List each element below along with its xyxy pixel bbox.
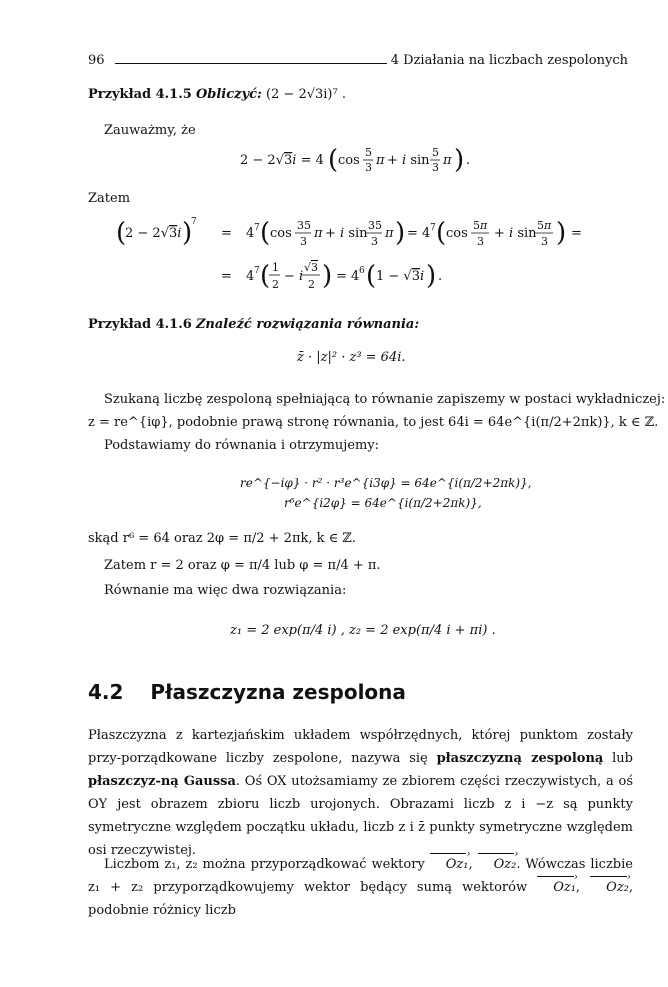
svg-text:√3: √3 bbox=[304, 261, 319, 274]
svg-text:): ) bbox=[395, 218, 406, 248]
svg-text:4: 4 bbox=[246, 226, 255, 241]
svg-text:2: 2 bbox=[308, 278, 315, 291]
svg-text:5π: 5π bbox=[473, 219, 488, 232]
svg-text:cos: cos bbox=[446, 226, 468, 241]
svg-text:= 4: = 4 bbox=[336, 269, 360, 284]
paragraph-text: Liczbom z₁, z₂ można przyporządkować wektory bbox=[104, 857, 430, 872]
paragraph-text: , podobnie różnicy liczb bbox=[88, 880, 634, 918]
svg-text:): ) bbox=[556, 218, 567, 248]
equation-2 bbox=[116, 212, 606, 252]
svg-text:=: = bbox=[221, 226, 232, 241]
svg-text:5π: 5π bbox=[537, 219, 552, 232]
svg-text:): ) bbox=[322, 261, 333, 291]
svg-text:1 − √3i: 1 − √3i bbox=[376, 269, 425, 284]
paragraph-text: lub bbox=[603, 751, 634, 766]
svg-text:+ i sin: + i sin bbox=[325, 226, 368, 241]
example-task: Znaleźć rozwiązania równania: bbox=[195, 317, 420, 332]
section-paragraph-1 bbox=[88, 724, 633, 862]
svg-text:35: 35 bbox=[368, 219, 382, 232]
equation-3 bbox=[116, 252, 476, 296]
running-title: 4 Działania na liczbach zespolonych bbox=[390, 53, 628, 68]
svg-text:+ i sin: + i sin bbox=[387, 153, 430, 168]
svg-text:35: 35 bbox=[297, 219, 311, 232]
header-rule bbox=[115, 63, 387, 64]
example-task: Obliczyć: bbox=[195, 87, 262, 102]
page-number: 96 bbox=[88, 53, 105, 68]
paragraph-text: . Oś OX utożsamiamy ze zbiorem części rzeczywistych, a oś OY jest obrazem zbioru liczb urojonych. Obrazami liczb z i −z są punkty symetryczne względem początku układu, liczb z i z̄ punkty symetryczne względem osi rzeczywistej. bbox=[88, 774, 633, 858]
system-equation-1: re^{−iφ} · r² · r³e^{i3φ} = 64e^{i(π/2+2πk)}, bbox=[240, 476, 532, 490]
page-header bbox=[88, 50, 628, 68]
svg-text:+ i sin: + i sin bbox=[494, 226, 537, 241]
vector-oz1: Oz₁ › bbox=[537, 876, 576, 899]
svg-text:3: 3 bbox=[300, 235, 307, 248]
svg-text:): ) bbox=[454, 145, 465, 175]
svg-text:3: 3 bbox=[477, 235, 484, 248]
svg-text:cos: cos bbox=[338, 153, 360, 168]
example-label: Przykład 4.1.6 bbox=[88, 317, 192, 332]
svg-text:π: π bbox=[376, 153, 385, 168]
vector-oz1: Oz₁ › bbox=[430, 853, 469, 876]
term-gauss-plane: płaszczyz-ną Gaussa bbox=[88, 774, 236, 789]
svg-text:7: 7 bbox=[191, 217, 197, 227]
paragraph-line: Podstawiamy do równania i otrzymujemy: bbox=[104, 438, 380, 453]
svg-text:2 − 2√3i: 2 − 2√3i bbox=[125, 226, 182, 241]
svg-text:π: π bbox=[314, 226, 323, 241]
svg-text:7: 7 bbox=[254, 223, 260, 233]
svg-text:(: ( bbox=[116, 218, 127, 248]
section-number: 4.2 bbox=[88, 680, 124, 704]
paragraph-text: . Wówczas liczbie z₁ + z₂ przyporządkowujemy wektor będący sumą wektorów bbox=[88, 857, 633, 895]
therefore-line: Zatem bbox=[88, 191, 131, 206]
svg-text:π: π bbox=[443, 153, 452, 168]
equation-main: z̄ · |z|² · z³ = 64i. bbox=[297, 350, 406, 365]
svg-text:): ) bbox=[426, 261, 437, 291]
svg-text:5: 5 bbox=[432, 146, 439, 159]
svg-text:(: ( bbox=[366, 261, 377, 291]
paragraph-line: z = re^{iφ}, podobnie prawą stronę równania, to jest 64i = 64e^{i(π/2+2πk)}, k ∈ ℤ. bbox=[88, 415, 659, 430]
svg-text:7: 7 bbox=[430, 223, 436, 233]
svg-text:(: ( bbox=[436, 218, 447, 248]
section-heading bbox=[88, 680, 406, 704]
svg-text:=: = bbox=[221, 269, 232, 284]
paragraph-text: , bbox=[468, 857, 478, 872]
derivation-line: skąd r⁶ = 64 oraz 2φ = π/2 + 2πk, k ∈ ℤ. bbox=[88, 531, 357, 546]
svg-text:=: = bbox=[571, 226, 582, 241]
svg-text:− i: − i bbox=[284, 269, 304, 284]
svg-text:π: π bbox=[385, 226, 394, 241]
system-equation-2: r⁶e^{i2φ} = 64e^{i(π/2+2πk)}, bbox=[284, 496, 482, 510]
svg-text:3: 3 bbox=[432, 161, 439, 174]
equation-1 bbox=[240, 140, 480, 180]
svg-text:7: 7 bbox=[254, 266, 260, 276]
svg-text:.: . bbox=[438, 269, 443, 284]
svg-text:2: 2 bbox=[272, 278, 279, 291]
paragraph-text: , bbox=[575, 880, 591, 895]
svg-text:(: ( bbox=[328, 145, 339, 175]
svg-text:1: 1 bbox=[272, 261, 279, 274]
example-label: Przykład 4.1.5 bbox=[88, 87, 192, 102]
svg-text:3: 3 bbox=[541, 235, 548, 248]
svg-text:5: 5 bbox=[365, 146, 372, 159]
derivation-line: Zatem r = 2 oraz φ = π/4 lub φ = π/4 + π. bbox=[104, 558, 381, 573]
example-4-1-6-heading bbox=[88, 316, 419, 334]
solutions-line: z₁ = 2 exp(π/4 i) , z₂ = 2 exp(π/4 i + πi) . bbox=[230, 623, 496, 638]
example-task-expr: (2 − 2√3i)⁷ . bbox=[265, 87, 346, 102]
svg-text:3: 3 bbox=[371, 235, 378, 248]
section-paragraph-2 bbox=[88, 853, 633, 922]
svg-text:cos: cos bbox=[270, 226, 292, 241]
svg-text:2 − 2√3i = 4: 2 − 2√3i = 4 bbox=[240, 153, 324, 168]
svg-text:): ) bbox=[182, 218, 193, 248]
paragraph-line: Szukaną liczbę zespoloną spełniającą to równanie zapiszemy w postaci wykładniczej: bbox=[104, 392, 666, 407]
term-complex-plane: płaszczyzną zespoloną bbox=[436, 751, 604, 766]
vector-oz2: Oz₂ › bbox=[590, 876, 629, 899]
svg-text:= 4: = 4 bbox=[407, 226, 431, 241]
vector-oz2: Oz₂ › bbox=[478, 853, 517, 876]
example-4-1-5-heading bbox=[88, 86, 346, 104]
svg-text:(: ( bbox=[260, 218, 271, 248]
svg-text:(: ( bbox=[260, 261, 271, 291]
derivation-line: Równanie ma więc dwa rozwiązania: bbox=[104, 583, 347, 598]
note-line: Zauważmy, że bbox=[104, 123, 196, 138]
svg-text:6: 6 bbox=[359, 266, 365, 276]
svg-text:3: 3 bbox=[365, 161, 372, 174]
svg-text:4: 4 bbox=[246, 269, 255, 284]
section-title: Płaszczyzna zespolona bbox=[150, 680, 406, 704]
paragraph-text: Płaszczyzna z kartezjańskim układem współrzędnych, której punktom zostały przy-porządkowane liczby zespolone, nazywa się bbox=[88, 728, 633, 766]
svg-text:.: . bbox=[466, 153, 471, 168]
